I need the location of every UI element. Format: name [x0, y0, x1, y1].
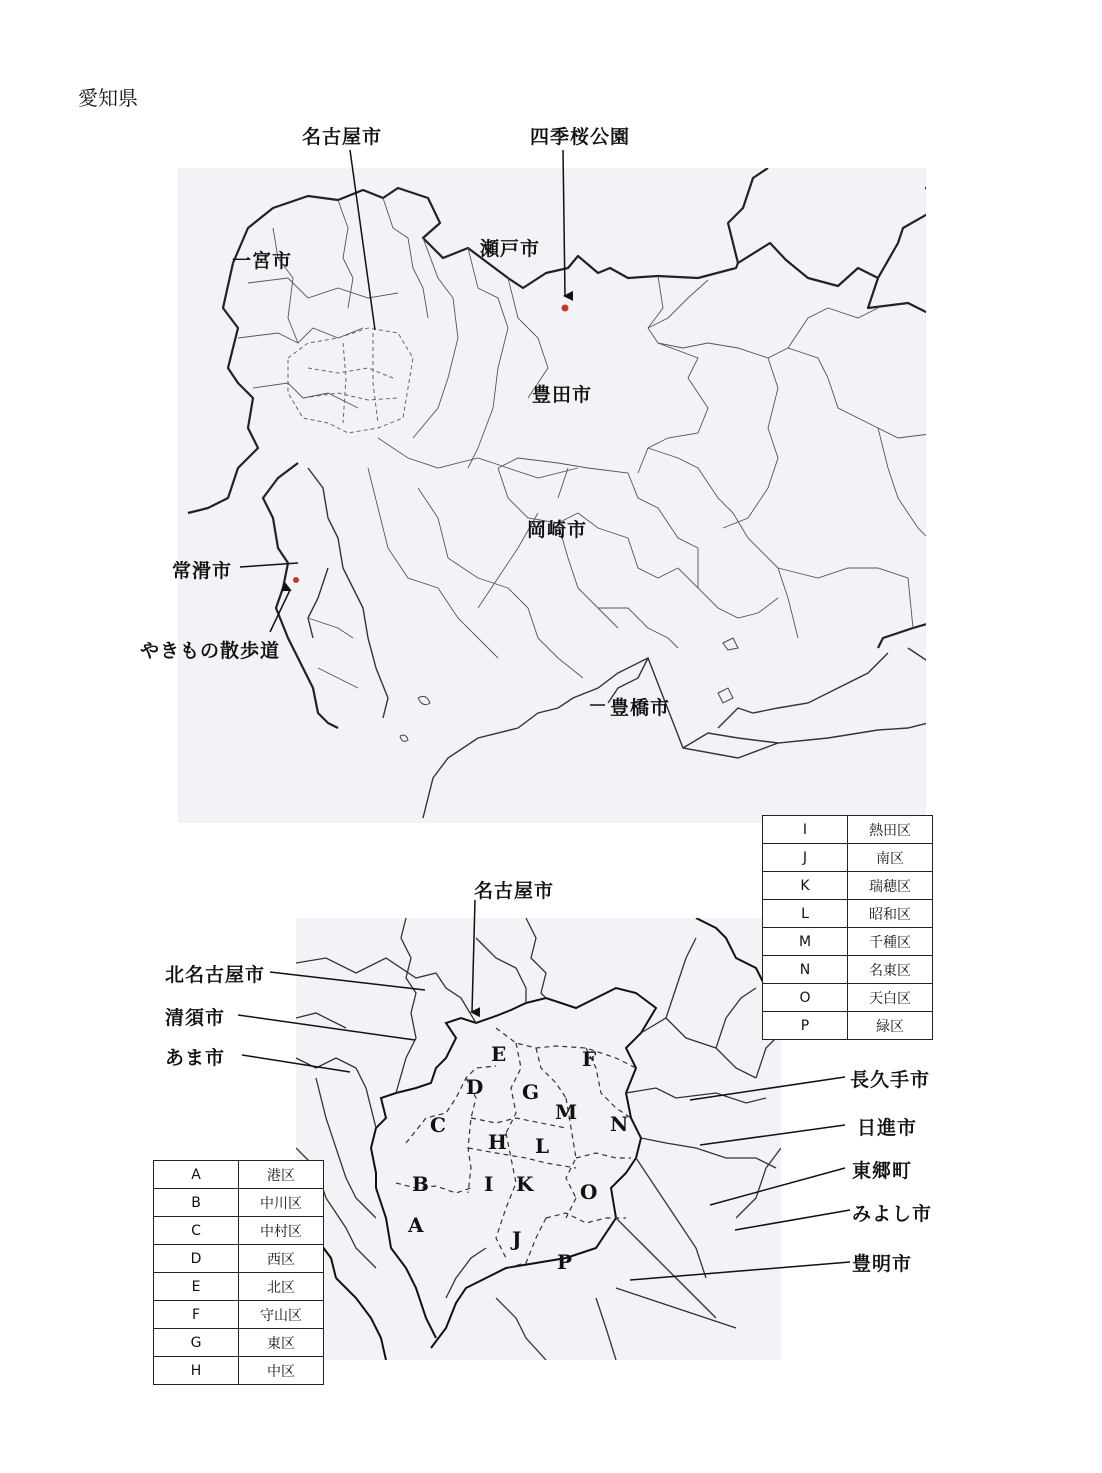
label-nisshin: 日進市	[857, 1117, 918, 1139]
district-letter-k: K	[516, 1172, 534, 1196]
legend-row	[154, 1301, 324, 1329]
district-letter-i: I	[484, 1172, 494, 1196]
leader-kitanagoya	[270, 972, 425, 990]
legend-key: H	[154, 1357, 239, 1385]
legend-row	[154, 1357, 324, 1385]
leader-kiyosu	[238, 1015, 415, 1040]
leader-toyoake	[630, 1262, 850, 1280]
legend-ward: 千種区	[848, 928, 933, 956]
leader-nagoya	[350, 150, 375, 330]
legend-row	[154, 1329, 324, 1357]
district-letter-d: D	[466, 1075, 484, 1099]
label-toyoake: 豊明市	[852, 1253, 913, 1275]
label-nagoya-detail: 名古屋市	[474, 880, 555, 902]
leader-miyoshi	[735, 1210, 850, 1230]
legend-row	[154, 1217, 324, 1245]
legend-key: B	[154, 1189, 239, 1217]
district-letter-h: H	[488, 1130, 507, 1154]
leader-nisshin	[700, 1125, 845, 1145]
legend-key: N	[763, 956, 848, 984]
legend-row	[763, 816, 933, 844]
legend-ward: 中川区	[239, 1189, 324, 1217]
legend-key: A	[154, 1161, 239, 1189]
legend-row	[763, 956, 933, 984]
legend-row	[763, 984, 933, 1012]
label-miyoshi: みよし市	[852, 1203, 933, 1225]
district-letter-m: M	[555, 1100, 578, 1124]
legend-ward: 中区	[239, 1357, 324, 1385]
legend-row	[154, 1273, 324, 1301]
district-letter-g: G	[522, 1080, 540, 1104]
legend-key: J	[763, 844, 848, 872]
leader-nagakute	[690, 1077, 845, 1100]
label-toyota: 豊田市	[532, 384, 593, 406]
label-shikizakura-park: 四季桜公園	[530, 126, 631, 148]
label-tokoname: 常滑市	[172, 560, 233, 582]
legend-key: I	[763, 816, 848, 844]
legend-row	[763, 844, 933, 872]
label-ama: あま市	[165, 1047, 226, 1069]
legend-key: O	[763, 984, 848, 1012]
legend-key: F	[154, 1301, 239, 1329]
legend-key: G	[154, 1329, 239, 1357]
leader-shikizakura	[563, 150, 565, 296]
label-kitanagoya: 北名古屋市	[165, 964, 266, 986]
district-letter-b: B	[412, 1172, 429, 1196]
legend-row	[154, 1161, 324, 1189]
legend-ward: 昭和区	[848, 900, 933, 928]
district-letter-j: J	[512, 1227, 522, 1251]
label-okazaki: 岡崎市	[527, 519, 588, 541]
legend-row	[154, 1245, 324, 1273]
legend-key: E	[154, 1273, 239, 1301]
legend-key: C	[154, 1217, 239, 1245]
label-nagakute: 長久手市	[850, 1069, 931, 1091]
legend-ward: 熱田区	[848, 816, 933, 844]
district-letter-f: F	[582, 1047, 597, 1071]
leader-ama	[242, 1055, 350, 1072]
legend-key: L	[763, 900, 848, 928]
district-letter-l: L	[535, 1134, 550, 1158]
legend-ward: 港区	[239, 1161, 324, 1189]
district-letter-e: E	[491, 1042, 507, 1066]
legend-row	[763, 1012, 933, 1040]
legend-ward: 南区	[848, 844, 933, 872]
legend-ward: 中村区	[239, 1217, 324, 1245]
district-letter-c: C	[430, 1113, 446, 1137]
label-ichinomiya: 一宮市	[232, 250, 293, 272]
legend-ward: 守山区	[239, 1301, 324, 1329]
ward-legend-left	[153, 1160, 324, 1385]
legend-ward: 緑区	[848, 1012, 933, 1040]
legend-row	[763, 928, 933, 956]
legend-ward: 東区	[239, 1329, 324, 1357]
legend-ward: 天白区	[848, 984, 933, 1012]
district-letter-o: O	[580, 1180, 598, 1204]
leader-nagoya-2	[472, 900, 475, 1012]
district-letter-n: N	[610, 1112, 629, 1136]
legend-key: M	[763, 928, 848, 956]
legend-key: P	[763, 1012, 848, 1040]
ward-legend-right	[762, 815, 933, 1040]
legend-ward: 西区	[239, 1245, 324, 1273]
page-title: 愛知県	[78, 86, 138, 110]
label-togo: 東郷町	[852, 1160, 913, 1182]
label-seto: 瀬戸市	[480, 238, 541, 260]
legend-ward: 瑞穂区	[848, 872, 933, 900]
leader-tokoname	[240, 563, 298, 567]
legend-ward: 名東区	[848, 956, 933, 984]
legend-row	[763, 900, 933, 928]
label-yakimono-sanpomichi: やきもの散歩道	[140, 640, 281, 662]
legend-key: D	[154, 1245, 239, 1273]
legend-row	[154, 1189, 324, 1217]
district-letter-p: P	[557, 1250, 573, 1274]
legend-key: K	[763, 872, 848, 900]
label-toyohashi: 豊橋市	[610, 697, 671, 719]
leader-yakimono	[270, 590, 290, 632]
legend-ward: 北区	[239, 1273, 324, 1301]
leader-togo	[710, 1168, 845, 1205]
label-kiyosu: 清須市	[165, 1007, 226, 1029]
district-letter-a: A	[408, 1213, 424, 1237]
label-nagoya: 名古屋市	[302, 126, 383, 148]
legend-row	[763, 872, 933, 900]
